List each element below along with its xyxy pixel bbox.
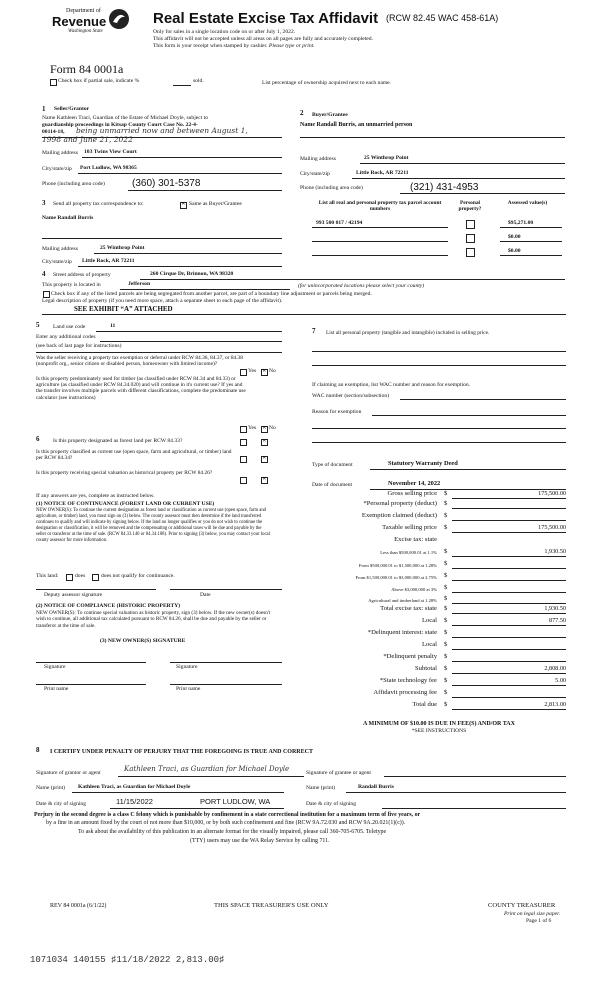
revenue-logo-icon <box>108 8 130 30</box>
s7-rule3 <box>312 428 566 429</box>
owner-sig-line-2 <box>170 662 282 663</box>
notice1-title: (1) NOTICE OF CONTINUANCE (FOREST LAND OR CURRENT USE) <box>36 501 215 507</box>
dept-line2: Revenue <box>52 14 107 29</box>
timber-no-checkbox[interactable]: ✕ <box>262 426 267 431</box>
calc-row-18-value: 2,813.00 <box>544 701 566 708</box>
header-note2: This affidavit will not be accepted unless all areas on all pages are fully and accurately completed. <box>153 36 373 42</box>
calc-row-9-currency: $ <box>444 595 448 602</box>
forest-question: Is this property designated as forest land per RCW 84.33? <box>53 438 183 444</box>
partial-sale-line <box>173 85 191 86</box>
header-note3 <box>153 43 315 50</box>
form-title-ref: (RCW 82.45 WAC 458-61A) <box>386 13 499 23</box>
calc-row-0-label: Gross selling price <box>387 490 437 497</box>
deputy-sig-label: Deputy assessor signature <box>44 592 103 598</box>
timber-question: Is this property predominately used for timber (as classified under RCW 84.34 and 84.33) or agriculture (as classified under RCW 84.34.020) and will continue in it's current use? If yes and the transfer involves multiple parcels with different classifications, complete the predominate use calculator (see instructions) <box>36 376 246 401</box>
parcel-row-2-line <box>312 255 448 256</box>
timber-yes-checkbox[interactable] <box>240 426 247 433</box>
calc-row-7-label: From $1,500,000.01 to $3,000,000 at 2.75% <box>355 575 437 580</box>
wac-line <box>400 399 566 400</box>
property-street: 260 Cirque Dr, Brinnon, WA 98320 <box>150 271 234 277</box>
calc-row-17-line <box>452 697 566 698</box>
grantee-name-label: Name (print) <box>306 785 336 791</box>
parcel-row-0-value-line <box>500 227 562 228</box>
rev-number: REV 84 0001a (6/1/22) <box>50 903 107 909</box>
calc-row-6-currency: $ <box>444 560 448 567</box>
grantee-date-line <box>382 808 566 809</box>
calc-row-13-label: Local <box>421 641 437 648</box>
dept-line1: Department of <box>66 8 101 14</box>
correspondence-name: Name Randall Burris <box>42 215 94 221</box>
legal-paper-note: Print on legal size paper. <box>504 911 561 917</box>
owner-print-label-1: Print name <box>44 686 69 692</box>
calc-row-2-currency: $ <box>444 512 448 519</box>
s7-rule4 <box>312 442 566 443</box>
calc-row-11-currency: $ <box>444 617 448 624</box>
property-unincorporated: (for unincorporated locations please select your county) <box>298 283 425 289</box>
seller-number: 1 <box>42 105 46 113</box>
claim-exemption-label: If claiming an exemption, list WAC number and reason for exemption. <box>312 382 471 388</box>
property-located-label: This property is located in <box>42 282 101 288</box>
same-as-buyer-label: Same as Buyer/Grantee <box>189 201 242 207</box>
section6-number: 6 <box>36 435 40 443</box>
buyer-mailing: 25 Winthrop Point <box>364 155 409 161</box>
calc-row-12-label: *Delinquent interest: state <box>367 629 437 636</box>
sig-grantee-line <box>384 776 566 777</box>
calc-row-11-line <box>452 625 566 626</box>
header-note1: Only for sales in a single location code on or after July 1, 2022. <box>153 29 296 35</box>
grantor-city: PORT LUDLOW, WA <box>200 797 271 806</box>
cashier-stamp: 1071034 140155 ♯11/18/2022 2,813.00♯ <box>30 955 225 965</box>
calc-row-13-currency: $ <box>444 641 448 648</box>
property-street-label: Street address of property <box>53 272 111 278</box>
doc-date-label: Date of document <box>312 482 353 488</box>
calc-row-7-line <box>452 580 566 581</box>
calc-row-17-currency: $ <box>444 689 448 696</box>
calc-row-9-label: Agricultural and timberland at 1.28% <box>368 598 437 603</box>
seller-mailing-line <box>82 157 282 158</box>
any-yes-note: If any answers are yes, complete as instructed below. <box>36 493 155 499</box>
calc-row-6-label: From $500,000.01 to $1,500,000 at 1.28% <box>358 563 437 568</box>
calc-row-14-currency: $ <box>444 653 448 660</box>
parcel-row-1-personal-checkbox[interactable] <box>466 234 475 243</box>
grantee-date-label: Date & city of signing <box>306 801 357 807</box>
section8-number: 8 <box>36 746 40 754</box>
seller-mailing: 103 Twins View Court <box>84 149 137 155</box>
partial-sale-sold: sold. <box>193 78 204 84</box>
seller-handwritten-2: 1998 and June 21, 2022 <box>42 135 133 144</box>
parcel-row-1-value-line <box>500 241 562 242</box>
calc-row-5-value: 1,930.50 <box>544 548 566 555</box>
exemption-yes-label: Yes <box>248 368 257 374</box>
deputy-sig-line <box>36 589 156 590</box>
see-back-label: (see back of last page for instructions) <box>36 343 122 349</box>
calc-row-5-label: Less than $500,000.01 at 1.1% <box>380 550 437 555</box>
calc-row-11-value: 877.50 <box>548 617 566 624</box>
legal-rule1 <box>42 314 566 315</box>
property-located: Jefferson <box>128 281 151 287</box>
parcel-head-list: List all real and personal property tax parcel account numbers <box>318 200 442 213</box>
grantor-name: Kathleen Traci, as Guardian for Michael Doyle <box>78 784 191 790</box>
parcel-row-2-value: $0.00 <box>508 248 521 254</box>
buyer-mailing-label: Mailing address <box>300 156 336 162</box>
seller-name-line2: guardianship proceedings in Kitsap County Court Case No. 22-4- <box>42 122 198 128</box>
see-instructions-note: *SEE INSTRUCTIONS <box>411 728 467 734</box>
sig-grantor-line <box>118 776 304 777</box>
perjury-line1-text: Perjury in the second degree is a class C felony which is punishable by confinement in a state correctional institution for a maximum term of five years, or <box>34 812 421 818</box>
calc-row-5-line <box>452 556 566 557</box>
calc-row-8-line <box>452 592 566 593</box>
correspondence-number: 3 <box>42 199 46 207</box>
grantor-date-line <box>110 808 284 809</box>
calc-row-12-line <box>452 637 566 638</box>
parcel-head-personal: Personal property? <box>458 200 482 213</box>
calc-row-14-line <box>452 661 566 662</box>
property-number: 4 <box>42 270 46 278</box>
calc-row-4-label: Excise tax: state <box>394 536 437 543</box>
doc-type: Statutory Warranty Deed <box>388 460 458 467</box>
calc-row-3-currency: $ <box>444 524 448 531</box>
perjury-line1 <box>34 812 420 819</box>
doc-type-line <box>370 469 566 470</box>
seller-city-label: City/state/zip <box>42 166 72 172</box>
form-number: Form 84 0001a <box>50 62 124 76</box>
seller-name-line3: 00114-18, <box>42 129 65 135</box>
calc-row-2-line <box>452 520 566 521</box>
does-not-label: does not qualify for continuance. <box>101 573 175 579</box>
s5-rule1 <box>36 352 282 353</box>
seller-mailing-label: Mailing address <box>42 150 78 156</box>
calc-row-15-value: 2,808.00 <box>544 665 566 672</box>
current-use-yes-checkbox[interactable] <box>240 456 247 463</box>
seller-city-line <box>78 173 282 174</box>
historic-yes-checkbox[interactable] <box>240 477 247 484</box>
calc-row-18-line <box>452 709 566 710</box>
calc-row-8-label: Above $3,000,000 at 3% <box>391 587 437 592</box>
corr-city-line <box>78 266 282 267</box>
buyer-phone-line <box>400 193 565 194</box>
current-use-question: Is this property classified as current use (open space, farm and agricultural, or timber) land per RCW 84.34? <box>36 449 232 462</box>
grantor-name-line <box>72 792 284 793</box>
corr-mailing-line <box>94 253 282 254</box>
buyer-city-line <box>352 178 565 179</box>
does-not-qualify-checkbox[interactable] <box>92 574 99 581</box>
calc-row-12-currency: $ <box>444 629 448 636</box>
owner-print-line-1 <box>36 684 146 685</box>
parcel-row-0-personal-checkbox[interactable] <box>466 220 475 229</box>
calc-row-11-label: Local <box>421 617 437 624</box>
calc-row-5-currency: $ <box>444 548 448 555</box>
buyer-number: 2 <box>300 109 304 117</box>
doc-type-label: Type of document <box>312 462 353 468</box>
calc-row-1-currency: $ <box>444 500 448 507</box>
land-use-line <box>96 331 282 332</box>
calc-row-2-label: Exemption claimed (deduct) <box>361 512 437 519</box>
owner-sig-label-1: Signature <box>44 664 66 670</box>
buyer-heading: Buyer/Grantee <box>312 112 348 118</box>
calc-row-10-label: Total excise tax: state <box>380 605 437 612</box>
exemption-question: Was the seller receiving a property tax exemption or deferral under RCW 84.36, 84.37, or 84.38 (nonprofit org., senior citizen or disabled person, homeowner with limited income)? <box>36 355 243 368</box>
grantee-name-line <box>346 792 566 793</box>
grantee-name: Randall Burris <box>358 784 394 790</box>
forest-no-checkbox[interactable]: ✕ <box>262 439 267 444</box>
seller-name-line1: Name Kathleen Traci, Guardian of the Estate of Michael Doyle, subject to <box>42 115 209 121</box>
buyer-city: Little Rock, AR 72211 <box>356 170 409 176</box>
historic-question: Is this property receiving special valuation as historical property per RCW 84.26? <box>36 470 213 476</box>
perjury-line3: To ask about the availability of this publication in an alternate format for the visually impaired, please call 360-705-6705. Teletype <box>78 829 387 835</box>
buyer-phone-label: Phone (including area code) <box>300 185 363 191</box>
correspondence-label: Send all property tax correspondence to: <box>53 201 144 207</box>
partial-sale-checkbox[interactable] <box>50 79 57 86</box>
does-qualify-checkbox[interactable] <box>66 574 73 581</box>
buyer-name: Name Randall Burris, an unmarried person <box>300 122 413 128</box>
new-owner-sig-title: (3) NEW OWNER(S) SIGNATURE <box>100 638 186 644</box>
calc-row-13-line <box>452 649 566 650</box>
section5-number: 5 <box>36 321 40 329</box>
additional-codes-label: Enter any additional codes <box>36 334 96 340</box>
seller-city: Port Ludlow, WA 98365 <box>80 165 137 171</box>
reason-label: Reason for exemption <box>312 409 362 415</box>
does-label: does <box>75 573 86 579</box>
calc-row-15-line <box>452 673 566 674</box>
timber-no-label: No <box>269 425 276 431</box>
calc-row-1-label: *Personal property (deduct) <box>363 500 437 507</box>
property-located-line <box>120 289 290 290</box>
calc-row-3-value: 175,500.00 <box>538 524 566 531</box>
calc-row-18-currency: $ <box>444 701 448 708</box>
sig-grantor: Kathleen Traci, as Guardian for Michael Doyle <box>124 765 290 773</box>
grantor-date: 11/15/2022 <box>116 797 153 806</box>
sig-grantor-label: Signature of grantor or agent <box>36 770 101 776</box>
correspondence-city: Little Rock, AR 72211 <box>82 258 135 264</box>
reason-line <box>372 415 566 416</box>
land-use-code: 11 <box>110 323 116 329</box>
owner-print-line-2 <box>170 684 282 685</box>
dept-line3: Washington State <box>68 29 103 34</box>
personal-property-label: List all personal property (tangible and intangible) included in selling price. <box>326 330 490 336</box>
grantor-name-label: Name (print) <box>36 785 66 791</box>
minimum-fee-note: A MINIMUM OF $10.00 IS DUE IN FEE(S) AND/OR TAX <box>363 721 515 727</box>
exemption-no-checkbox[interactable]: ✕ <box>262 369 267 374</box>
owner-sig-line-1 <box>36 662 146 663</box>
timber-yes-label: Yes <box>248 425 257 431</box>
treasurer-use-only: THIS SPACE TREASURER'S USE ONLY <box>214 902 329 909</box>
calc-row-17-label: Affidavit processing fee <box>373 689 437 696</box>
calc-row-16-currency: $ <box>444 677 448 684</box>
owner-print-label-2: Print name <box>176 686 201 692</box>
current-use-no-checkbox[interactable]: ✕ <box>262 456 267 461</box>
notice2-body: NEW OWNER(S): To continue special valuation as historic property, sign (3) below. If the new owner(s) doesn't wish to continue, all additional tax calculated pursuant to RCW 84.26, shall be due and payable by the seller or transferor at the time of sale. <box>36 610 271 629</box>
segregated-label: Check box if any of the listed parcels are being segregated from another parcel, are part of a boundary line adjustment or parcels being merged. <box>51 291 372 297</box>
calc-row-0-currency: $ <box>444 490 448 497</box>
parcel-row-1-line <box>312 241 448 242</box>
buyer-phone: (321) 431-4953 <box>410 182 479 193</box>
buyer-mailing-line <box>360 163 565 164</box>
revenue-logo <box>48 8 138 52</box>
header-note3-print: Please type or print. <box>268 43 315 49</box>
seller-phone-label: Phone (including area code) <box>42 181 105 187</box>
sig-grantee-label: Signature of grantee or agent <box>306 770 371 776</box>
same-as-buyer-checkbox[interactable]: ✕ <box>181 202 186 207</box>
wac-label: WAC number (section/subsection) <box>312 393 390 399</box>
calc-row-0-line <box>452 498 566 499</box>
notice2-title: (2) NOTICE OF COMPLIANCE (HISTORIC PROPERTY) <box>36 603 181 609</box>
correspondence-city-label: City/state/zip <box>42 259 72 265</box>
calc-row-16-value: 5.00 <box>555 677 566 684</box>
exhibit-a: SEE EXHIBIT “A” ATTACHED <box>74 305 173 313</box>
this-land-label: This land: <box>36 573 59 579</box>
calc-row-9-line <box>452 603 566 604</box>
doc-date: November 14, 2022 <box>388 480 441 487</box>
calc-row-10-currency: $ <box>444 605 448 612</box>
calc-row-16-label: *State technology fee <box>379 677 437 684</box>
certify-statement: I CERTIFY UNDER PENALTY OF PERJURY THAT THE FOREGOING IS TRUE AND CORRECT <box>50 749 313 755</box>
calc-row-10-line <box>452 613 566 614</box>
perjury-line2: by a fine in an amount fixed by the court of not more than $10,000, or by both such confinement and fine (RCW 9A.72.030 and RCW 9A.20.021(1)(c)). <box>46 820 406 826</box>
correspondence-mailing: 25 Winthrop Point <box>100 245 145 251</box>
owner-sig-label-2: Signature <box>176 664 198 670</box>
calc-row-14-label: *Delinquent penalty <box>383 653 437 660</box>
calc-row-6-line <box>452 568 566 569</box>
segregated-checkbox[interactable] <box>43 291 50 298</box>
parcel-row-1-value: $0.00 <box>508 234 521 240</box>
property-street-line <box>140 279 565 280</box>
page-number: Page 1 of 6 <box>526 918 552 924</box>
exemption-no-label: No <box>269 368 276 374</box>
s7-rule1 <box>312 351 566 352</box>
historic-no-checkbox[interactable]: ✕ <box>262 477 267 482</box>
legal-description-label: Legal description of property (if you need more space, attach a separate sheet to each page of the affidavit). <box>42 298 283 304</box>
corr-rule1 <box>42 238 282 239</box>
calc-row-18-label: Total due <box>412 701 437 708</box>
calc-row-7-currency: $ <box>444 572 448 579</box>
calc-row-8-currency: $ <box>444 584 448 591</box>
notice1-body: NEW OWNER(S): To continue the current designation as forest land or classification as current use (open space, farm and agriculture, or timber) land, you must sign on (3) below. The county assessor must then determine if the land transferred continues to qualify and will indicate by signing below. If the land no longer qualifies or you do not wish to continue the designation or classification, it will be removed and the compensating or additional taxes will be due and payable by the seller or transferor at the time of sale. (RCW 84.33.140 or 84.34.108). Prior to signing (3) below, you may contact your local county assessor for more information. <box>36 508 270 543</box>
exemption-yes-checkbox[interactable] <box>240 369 247 376</box>
partial-sale-label: Check box if partial sale, indicate % <box>58 78 140 84</box>
land-use-label: Land use code <box>53 324 86 330</box>
s7-rule2 <box>312 365 566 366</box>
parcel-head-assessed: Assessed value(s) <box>507 200 548 206</box>
buyer-city-label: City/state/zip <box>300 171 330 177</box>
buyer-name-rule1 <box>300 137 565 138</box>
parcel-row-0-number: 993 500 017 / 42194 <box>316 220 363 226</box>
calc-row-1-line <box>452 508 566 509</box>
seller-phone-line <box>128 190 282 191</box>
parcel-row-0-value: $95,271.00 <box>508 220 534 226</box>
calc-row-16-line <box>452 685 566 686</box>
additional-codes-line <box>100 341 282 342</box>
correspondence-mailing-label: Mailing address <box>42 246 78 252</box>
county-treasurer: COUNTY TREASURER <box>488 902 556 909</box>
ownership-note: List percentage of ownership acquired next to each name. <box>262 80 392 86</box>
grantor-date-label: Date & city of signing <box>36 801 87 807</box>
calc-row-15-currency: $ <box>444 665 448 672</box>
calc-row-3-label: Taxable selling price <box>382 524 437 531</box>
perjury-line4: (TTY) users may use the WA Relay Service by calling 711. <box>190 838 330 844</box>
calc-row-10-value: 1,930.50 <box>544 605 566 612</box>
calc-row-0-value: 175,500.00 <box>538 490 566 497</box>
calc-row-3-line <box>452 532 566 533</box>
seller-handwritten-1: being unmarried now and between August 1, <box>76 126 248 135</box>
deputy-date-label: Date <box>200 592 211 598</box>
parcel-row-0-line <box>312 227 448 228</box>
deputy-date-line <box>170 589 282 590</box>
calc-row-15-label: Subtotal <box>415 665 437 672</box>
parcel-row-2-personal-checkbox[interactable] <box>466 248 475 257</box>
seller-phone: (360) 301-5378 <box>132 178 201 189</box>
form-title: Real Estate Excise Tax Affidavit <box>153 10 379 27</box>
parcel-row-2-value-line <box>500 255 562 256</box>
section7-number: 7 <box>312 327 316 335</box>
forest-yes-checkbox[interactable] <box>240 439 247 446</box>
header-note3-text: This form is your receipt when stamped by cashier. <box>153 43 268 49</box>
seller-heading: Seller/Grantor <box>54 106 90 112</box>
